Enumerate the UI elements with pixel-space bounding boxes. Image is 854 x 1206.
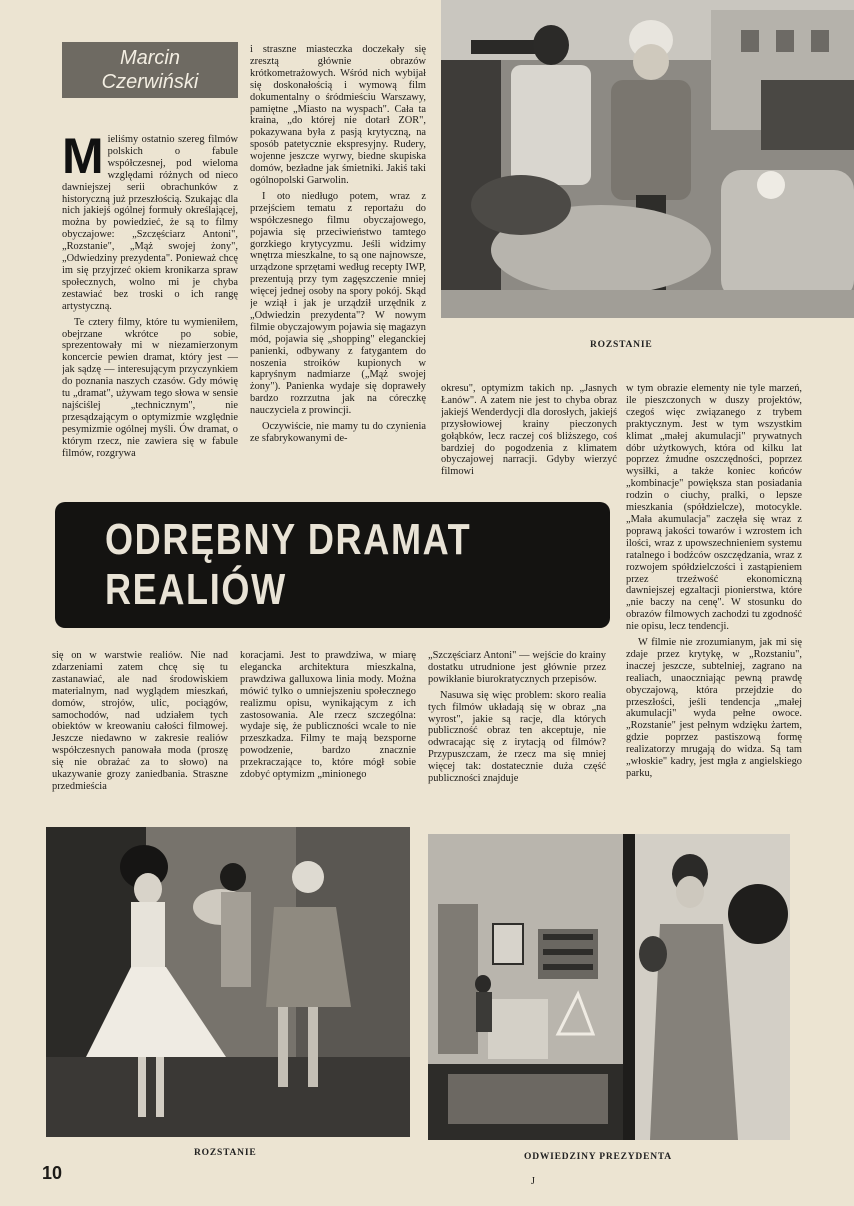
- article-column-6: [240, 650, 416, 802]
- byline-last-name: Czerwiński: [101, 71, 199, 93]
- film-still-scooter-image: [441, 0, 854, 318]
- byline-first-name: Marcin: [119, 47, 180, 69]
- photo-rozstanie-top: [441, 0, 854, 318]
- caption-bottom-right: ODWIEDZINY PREZYDENTA: [524, 1152, 672, 1162]
- article-paragraph: się on w warstwie realiów. Nie nad zdarzeniami zatem chcę się tu zastanawiać, ale nad środowiskiem materialnym, nad wyglądem mieszkań, domów, strojów, ulic, pociągów, samochodów, nad udziałem tych obiektów w kreowaniu całości filmowej. Jeszcze niedawno w zakresie realiów współczesnych panowała moda (proszę się nie obrażać za to słowo) na ukazywanie grozy zaniedbania. Straszne przedmieścia: [52, 650, 228, 792]
- headline-banner: [55, 502, 610, 628]
- headline-title: ODRĘBNY DRAMAT REALIÓW: [104, 515, 472, 614]
- caption-bottom-left: ROZSTANIE: [194, 1148, 257, 1158]
- article-column-4: [626, 383, 802, 801]
- article-paragraph: Mieliśmy ostatnio szereg filmów polskich o fabule współczesnej, pod wieloma względami różnych od nieco dawniejszej serii obrachunków z historyczną już przeszłością. Szukając dla nich jakiejś ogólnej formuły określającej, można by powiedzieć, że są to filmy obyczajowe: „Szczęściarz Antoni", „Rozstanie", „Mąż swojej żony", „Odwiedziny prezydenta". Ponieważ chcę im się przyjrzeć okiem kronikarza spraw społecznych, wolno mi je chyba zestawiać bez troski o ich rangę artystyczną.: [62, 134, 238, 312]
- article-paragraph: koracjami. Jest to prawdziwa, w miarę elegancka architektura mieszkalna, prawdziwa galluxowa linia mody. Można mówić tylko o umniejszeniu społecznego realizmu opisu, wynikającym z ich zastosowania. Ale rzecz szczególna: wydaje się, że publiczności wcale to nie przeszkadza. Filmy te mają bezsporne powodzenie, bardzo znacznie przekraczające to, które mógł sobie zdobyć optymizm „minionego: [240, 650, 416, 781]
- drop-cap: M: [62, 134, 104, 184]
- article-column-7: [428, 650, 606, 802]
- film-still-dress-fitting-image: [46, 827, 410, 1137]
- article-paragraph: Oczywiście, nie mamy tu do czynienia ze sfabrykowanymi de-: [250, 421, 426, 444]
- article-column-2: [250, 44, 426, 474]
- article-column-1: [62, 134, 238, 474]
- article-paragraph: okresu", optymizm takich np. „Jasnych Łanów". A zatem nie jest to chyba obraz jakiejś Wenderdycji dla dorosłych, jakiejś przysłowiowej krainy pieczonych gołąbków, lecz raczej coś bliższego, coś bardziej do pogodzenia z klimatem obyczajowej narracji. Gdyby wierzyć filmowi: [441, 383, 617, 478]
- article-paragraph: I oto niedługo potem, wraz z przejściem tematu z reportażu do współczesnego filmu obyczajowego, pojawia się przeciwieństwo tamtego gorzkiego krytycyzmu. Jeśli widzimy wnętrza mieszkalne, to są one najnowsze, urządzone sprzętami według recepty IWP, prezentują przy tym zagęszczenie mniej więcej jednej osoby na spory pokój. Skąd je wziął i jak je urządził urzędnik z „Odwiedzin prezydenta"? W nowym filmie obyczajowym pojawia się magazyn mód, pojawia się „shopping" eleganckiej panienki, odbywany z fatygantem do noszenia stroików kupionych w kapryśnym nadmiarze („Mąż swojej żony"). Panienka wydaje się dopraweły bardzo rozrzutna jak na córeczkę nauczyciela z prowincji.: [250, 190, 426, 417]
- article-paragraph: w tym obrazie elementy nie tyle marzeń, ile pieszczonych w duszy projektów, czegoś więc związanego z trybem praktycznym. Jest w tym wszystkim klimat „małej akumulacji" prywatnych dóbr użytkowych, która od kilku lat poprzez żmudne oszczędności, poprzez wysiłki, a także koniec końców „kombinacje" powiększa stan posiadania rodzin o ciuchy, pralki, o lepsze mieszkania (spółdzielcze), motocykle. „Mała akumulacja" zaczęła się wraz z poprawą jakości towarów i wzrostem ich ilości, wraz z upowszechnieniem systemu ratalnego i bodźców oszczędzania, wraz z rozwojem spółdzielczości i zastąpieniem przez trzeźwość ekonomiczną dawniejszej egzaltacji pionierstwa, które „nie baczy na cenę". W stosunku do obrazów filmowych zachodzi tu zgodność nie opisu, lecz tendencji.: [626, 383, 802, 633]
- article-column-3: [441, 383, 617, 478]
- article-paragraph: Te cztery filmy, które tu wymieniłem, obejrzane wkrótce po sobie, sprezentowały mi w niezamierzonym koncercie pewien dramat, który jest — jak sądzę — interesującym przyczynkiem do poznania naszych czasów. Gdy mówię tu „dramat", używam tego słowa w sensie najściślej „technicznym", nie przesądzającym o optymizmie względnie pesymizmie ogólnej myśli. Ów dramat, o którym rzecz, nie zawiera się w fabule filmów, rozgrywa: [62, 316, 238, 459]
- article-paragraph: i straszne miasteczka doczekały się zresztą głównie obrazów krótkometrażowych. Wśród nich wybijał się doskonałością i wymową film dokumentalny o śródmieściu Warszawy, pamiętne „Miasto na wyspach". Cała ta kraina, „do której nie dotarł ZOR", pokazywana była z pasją krytyczną, na sposób patetycznie ekspresyjny. Rudery, wojenne jeszcze wyrwy, biedne skupiska domów, bezładne jak śmietniki. Jakiś taki ogólnopolski Garwolin.: [250, 44, 426, 186]
- caption-top-right: ROZSTANIE: [590, 340, 653, 350]
- article-paragraph: W filmie nie zrozumianym, jak mi się zdaje przez krytykę, w „Rozstaniu", inaczej jeszcze, subtelniej, zagrano na realiach, unaoczniając pewną prawdę obyczajową, która przejdzie do przeszłości, jeśli tendencja „małej akumulacji" wyda pełne owoce. „Rozstanie" jest pełnym wdzięku żartem, gdzie poprzez pastiszową formę realizatorzy mrugają do widza. Są tam „włoskie" kadry, jest mgła z angielskiego parku,: [626, 637, 802, 779]
- page-number: 10: [42, 1163, 63, 1183]
- article-paragraph: „Szczęściarz Antoni" — wejście do krainy dostatku utrudnione jest głównie przez powikłanie biurokratycznych przepisów.: [428, 650, 606, 685]
- article-column-5: [52, 650, 228, 802]
- bottom-mark: J: [531, 1176, 535, 1187]
- photo-rozstanie-bottom: [46, 827, 410, 1137]
- byline-box: [62, 42, 238, 98]
- photo-odwiedziny-prezydenta: [428, 834, 790, 1140]
- film-still-apartment-image: [428, 834, 790, 1140]
- article-paragraph: Nasuwa się więc problem: skoro realia tych filmów układają się w obraz „na wyrost", jakie są racje, dla których publiczność obraz ten akceptuje, nie odwracając się z irytacją od filmów? Przypuszczam, że rzecz ma się mniej więcej tak: dostatecznie duża część publiczności znajduje: [428, 689, 606, 785]
